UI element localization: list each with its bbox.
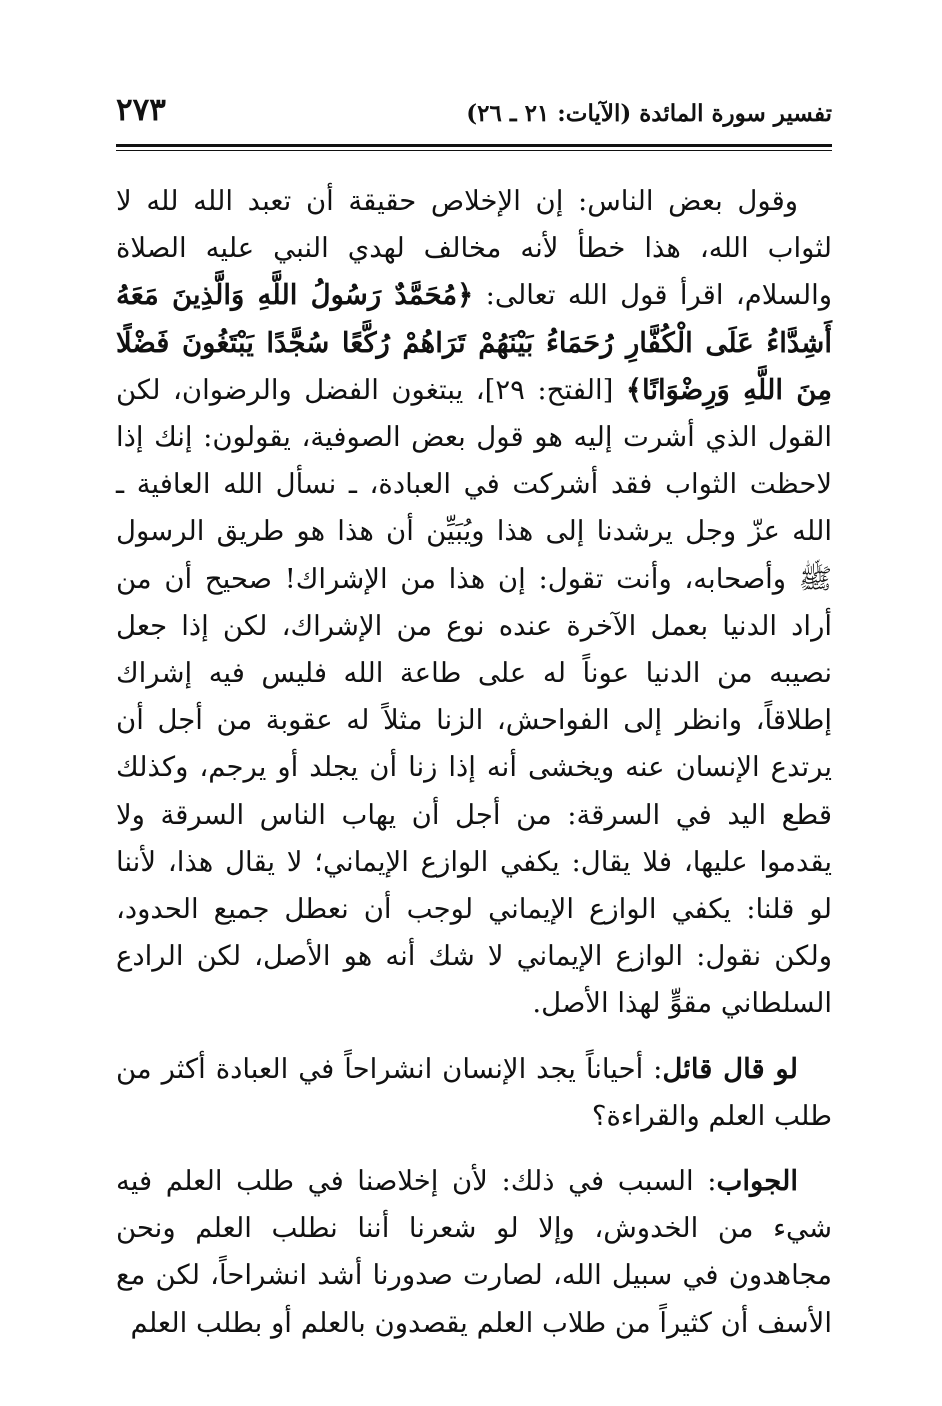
question-text: : أحياناً يجد الإنسان انشراحاً في العبادة أكثر من طلب العلم والقراءة؟ [116, 1052, 832, 1132]
running-title: تفسير سورة المائدة (الآيات: ٢١ ـ ٢٦) [466, 100, 832, 127]
question-lead: لو قال قائل [662, 1052, 798, 1085]
paragraph-explanation [116, 178, 832, 1028]
answer-lead: الجواب [716, 1165, 798, 1198]
paragraph-answer [116, 1158, 832, 1347]
paragraph-question [116, 1046, 832, 1140]
quran-verse: ﴿مُحَمَّدٌ رَسُولُ اللَّهِ وَالَّذِينَ مَعَهُ أَشِدَّاءُ عَلَى الْكُفَّارِ رُحَمَاءُ بَيْنَهُمْ تَرَاهُمْ رُكَّعًا سُجَّدًا يَبْتَغُونَ فَضْلًا مِنَ اللَّهِ وَرِضْوَانًا﴾ [116, 279, 832, 406]
body-text [116, 178, 832, 1347]
paragraph-text-before: وقول بعض الناس: إن الإخلاص حقيقة أن تعبد الله لله لا لثواب الله، هذا خطأ لأنه مخالف لهدي النبي عليه الصلاة والسلام، اقرأ قول الله تعالى: [116, 185, 832, 312]
page-header [116, 92, 832, 138]
page-number: ٢٧٣ [116, 92, 166, 128]
header-rule-thin [116, 150, 832, 151]
answer-text: : السبب في ذلك: لأن إخلاصنا في طلب العلم فيه شيء من الخدوش، وإلا لو شعرنا أننا نطلب العلم ونحن مجاهدون في سبيل الله، لصارت صدورنا أشد انشراحاً، لكن مع الأسف أن كثيراً من طلاب العلم يقصدون بالعلم أو بطلب العلم [116, 1165, 832, 1339]
header-rule-thick [116, 144, 832, 147]
paragraph-text-after: [الفتح: ٢٩]، يبتغون الفضل والرضوان، لكن القول الذي أشرت إليه هو قول بعض الصوفية، يقولون: إنك إذا لاحظت الثواب فقد أشركت في العبادة، ـ نسأل الله العافية ـ الله عزّ وجل يرشدنا إلى هذا ويُبَيِّن أن هذا هو طريق الرسول ﷺ وأصحابه، وأنت تقول: إن هذا من الإشراك! صحيح أن من أراد الدنيا بعمل الآخرة عنده نوع من الإشراك، لكن إذا جعل نصيبه من الدنيا عوناً له على طاعة الله فليس فيه إشراك إطلاقاً، وانظر إلى الفواحش، الزنا مثلاً له عقوبة من أجل أن يرتدع الإنسان عنه ويخشى أنه إذا زنا أن يجلد أو يرجم، وكذلك قطع اليد في السرقة: من أجل أن يهاب الناس السرقة ولا يقدموا عليها، فلا يقال: يكفي الوازع الإيماني؛ لا يقال هذا، لأننا لو قلنا: يكفي الوازع الإيماني لوجب أن نعطل جميع الحدود، ولكن نقول: الوازع الإيماني لا شك أنه هو الأصل، لكن الرادع السلطاني مقوٍّ لهذا الأصل. [116, 373, 832, 1020]
